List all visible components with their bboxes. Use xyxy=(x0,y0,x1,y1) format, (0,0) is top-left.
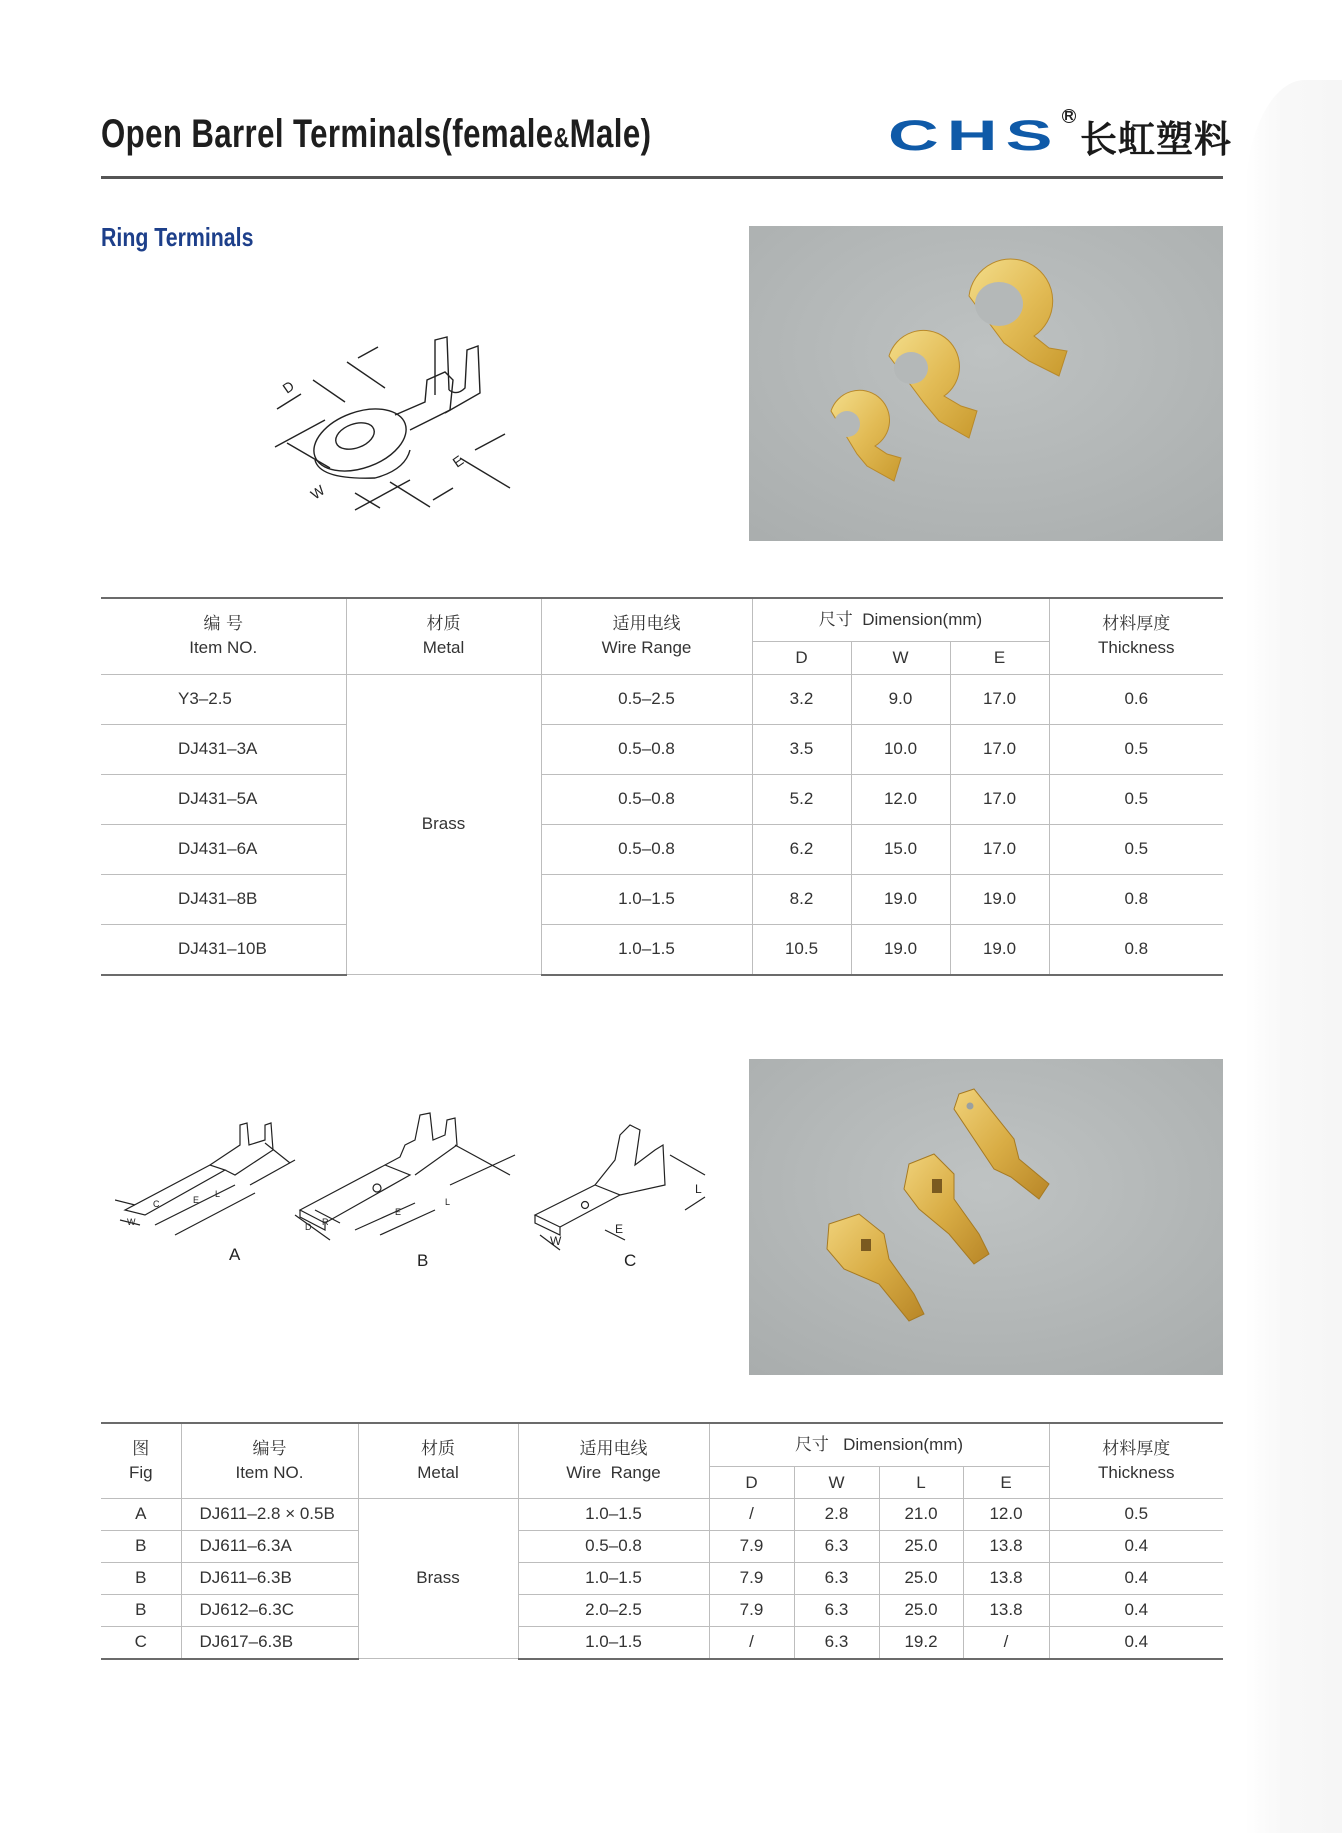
dim-label-a-c: C xyxy=(153,1199,160,1209)
cell-w: 2.8 xyxy=(794,1498,879,1530)
header-metal: 材质 Metal xyxy=(358,1423,518,1498)
cell-item: DJ611–2.8 × 0.5B xyxy=(181,1498,358,1530)
cell-l: 19.2 xyxy=(879,1626,963,1659)
header-dim-l: L xyxy=(879,1466,963,1498)
cell-wire: 1.0–1.5 xyxy=(541,924,752,975)
section-title-ring-terminals: Ring Terminals xyxy=(101,222,254,252)
header-dim-d: D xyxy=(709,1466,794,1498)
table-row xyxy=(101,1498,1223,1530)
cell-w: 19.0 xyxy=(851,924,950,975)
cell-d: 7.9 xyxy=(709,1594,794,1626)
dim-label-a-e: E xyxy=(193,1195,200,1205)
dim-label-a-w: W xyxy=(127,1217,136,1227)
cell-item: DJ612–6.3C xyxy=(181,1594,358,1626)
cell-metal: Brass xyxy=(346,674,541,975)
cell-e: 17.0 xyxy=(950,674,1049,724)
cell-thickness: 0.4 xyxy=(1049,1626,1223,1659)
table-row xyxy=(101,1594,1223,1626)
cell-w: 15.0 xyxy=(851,824,950,874)
cell-thickness: 0.6 xyxy=(1049,674,1223,724)
cell-e: 13.8 xyxy=(963,1594,1049,1626)
cell-e: 13.8 xyxy=(963,1562,1049,1594)
ring-terminals-table xyxy=(101,597,1223,976)
cell-thickness: 0.5 xyxy=(1049,1498,1223,1530)
cell-thickness: 0.4 xyxy=(1049,1530,1223,1562)
cell-l: 25.0 xyxy=(879,1562,963,1594)
cell-wire: 0.5–0.8 xyxy=(518,1530,709,1562)
dim-label-c-l: L xyxy=(695,1182,702,1196)
cell-thickness: 0.5 xyxy=(1049,724,1223,774)
cell-wire: 1.0–1.5 xyxy=(518,1498,709,1530)
table-row xyxy=(101,824,1223,874)
cell-item: DJ431–3A xyxy=(101,724,346,774)
header-metal: 材质 Metal xyxy=(346,598,541,674)
terminal-drawings-abc xyxy=(115,1085,715,1275)
cell-fig: B xyxy=(101,1530,181,1562)
cell-w: 6.3 xyxy=(794,1626,879,1659)
cell-wire: 1.0–1.5 xyxy=(518,1562,709,1594)
header-wire-range: 适用电线 Wire Range xyxy=(518,1423,709,1498)
cell-l: 25.0 xyxy=(879,1594,963,1626)
dim-label-c-e: E xyxy=(615,1222,624,1236)
cell-d: / xyxy=(709,1626,794,1659)
title-ampersand: & xyxy=(553,122,570,153)
cell-thickness: 0.8 xyxy=(1049,874,1223,924)
cell-e: 12.0 xyxy=(963,1498,1049,1530)
cell-fig: B xyxy=(101,1594,181,1626)
cell-metal: Brass xyxy=(358,1498,518,1659)
cell-item: DJ431–10B xyxy=(101,924,346,975)
header-dim-d: D xyxy=(752,641,851,674)
table-row xyxy=(101,874,1223,924)
header-dim-e: E xyxy=(950,641,1049,674)
header-divider xyxy=(101,176,1223,179)
cell-w: 6.3 xyxy=(794,1530,879,1562)
figure-label-a: A xyxy=(229,1245,241,1264)
cell-fig: C xyxy=(101,1626,181,1659)
dim-label-w: W xyxy=(307,481,328,503)
cell-thickness: 0.8 xyxy=(1049,924,1223,975)
cell-d: 6.2 xyxy=(752,824,851,874)
cell-e: / xyxy=(963,1626,1049,1659)
cell-item: Y3–2.5 xyxy=(101,674,346,724)
cell-d: 5.2 xyxy=(752,774,851,824)
cell-wire: 1.0–1.5 xyxy=(518,1626,709,1659)
cell-wire: 0.5–0.8 xyxy=(541,774,752,824)
cell-w: 10.0 xyxy=(851,724,950,774)
dim-label-d: D xyxy=(279,377,298,397)
dim-label-b-r: R xyxy=(322,1217,329,1227)
registered-mark: R xyxy=(1062,109,1076,123)
cell-w: 6.3 xyxy=(794,1562,879,1594)
ring-terminals-photo-art xyxy=(749,226,1223,541)
cell-wire: 0.5–0.8 xyxy=(541,824,752,874)
cell-wire: 0.5–2.5 xyxy=(541,674,752,724)
cell-item: DJ431–8B xyxy=(101,874,346,924)
cell-e: 19.0 xyxy=(950,924,1049,975)
dim-label-e: E xyxy=(449,451,467,471)
header-item-no: 编号 Item NO. xyxy=(181,1423,358,1498)
cell-e: 17.0 xyxy=(950,824,1049,874)
cell-thickness: 0.5 xyxy=(1049,774,1223,824)
cell-wire: 0.5–0.8 xyxy=(541,724,752,774)
cell-w: 9.0 xyxy=(851,674,950,724)
header-thickness: 材料厚度 Thickness xyxy=(1049,598,1223,674)
page-curl-shading xyxy=(1245,80,1342,1833)
figure-label-b: B xyxy=(417,1251,429,1270)
ring-terminal-drawing xyxy=(235,310,595,540)
cell-fig: B xyxy=(101,1562,181,1594)
dim-label-a-l: L xyxy=(215,1189,221,1199)
figure-label-c: C xyxy=(624,1251,637,1270)
blade-terminals-photo xyxy=(749,1059,1223,1375)
table-row xyxy=(101,924,1223,975)
cell-w: 6.3 xyxy=(794,1594,879,1626)
logo-chs: CHS xyxy=(888,112,1061,160)
header-dimension: 尺寸 Dimension(mm) xyxy=(709,1423,1049,1466)
table-row xyxy=(101,774,1223,824)
cell-item: DJ611–6.3B xyxy=(181,1562,358,1594)
cell-w: 19.0 xyxy=(851,874,950,924)
header-wire-range: 适用电线 Wire Range xyxy=(541,598,752,674)
dim-label-b-l: L xyxy=(445,1197,451,1207)
table-row xyxy=(101,1530,1223,1562)
dim-label-c-w: W xyxy=(550,1234,562,1248)
dim-label-b-e: E xyxy=(395,1207,402,1217)
cell-item: DJ617–6.3B xyxy=(181,1626,358,1659)
cell-e: 19.0 xyxy=(950,874,1049,924)
cell-wire: 2.0–2.5 xyxy=(518,1594,709,1626)
page-title xyxy=(101,112,651,157)
header-fig: 图 Fig xyxy=(101,1423,181,1498)
cell-item: DJ611–6.3A xyxy=(181,1530,358,1562)
cell-thickness: 0.5 xyxy=(1049,824,1223,874)
cell-e: 17.0 xyxy=(950,774,1049,824)
table-row xyxy=(101,724,1223,774)
blade-terminals-photo-art xyxy=(749,1059,1223,1375)
header-dim-e: E xyxy=(963,1466,1049,1498)
drawing-a xyxy=(115,1123,295,1235)
cell-d: 8.2 xyxy=(752,874,851,924)
title-text-end: Male) xyxy=(569,112,652,156)
dim-label-b-d: D xyxy=(305,1222,312,1232)
table-row xyxy=(101,1626,1223,1659)
cell-l: 21.0 xyxy=(879,1498,963,1530)
cell-thickness: 0.4 xyxy=(1049,1562,1223,1594)
cell-wire: 1.0–1.5 xyxy=(541,874,752,924)
cell-e: 17.0 xyxy=(950,724,1049,774)
brand-logo xyxy=(888,108,1232,164)
cell-fig: A xyxy=(101,1498,181,1530)
title-text-main: Open Barrel Terminals(female xyxy=(101,112,554,156)
cell-item: DJ431–6A xyxy=(101,824,346,874)
cell-d: 3.2 xyxy=(752,674,851,724)
header-dim-w: W xyxy=(794,1466,879,1498)
cell-item: DJ431–5A xyxy=(101,774,346,824)
cell-d: 7.9 xyxy=(709,1530,794,1562)
table-row xyxy=(101,674,1223,724)
cell-w: 12.0 xyxy=(851,774,950,824)
cell-d: / xyxy=(709,1498,794,1530)
cell-thickness: 0.4 xyxy=(1049,1594,1223,1626)
logo-chinese-name: 长虹塑料 xyxy=(1080,118,1232,161)
cell-d: 3.5 xyxy=(752,724,851,774)
cell-e: 13.8 xyxy=(963,1530,1049,1562)
header-thickness: 材料厚度 Thickness xyxy=(1049,1423,1223,1498)
header-dim-w: W xyxy=(851,641,950,674)
cell-d: 10.5 xyxy=(752,924,851,975)
header-item-no: 编 号 Item NO. xyxy=(101,598,346,674)
table-row xyxy=(101,1562,1223,1594)
cell-d: 7.9 xyxy=(709,1562,794,1594)
cell-l: 25.0 xyxy=(879,1530,963,1562)
blade-terminals-table xyxy=(101,1422,1223,1660)
ring-terminals-photo xyxy=(749,226,1223,541)
header-dimension: 尺寸 Dimension(mm) xyxy=(752,598,1049,641)
